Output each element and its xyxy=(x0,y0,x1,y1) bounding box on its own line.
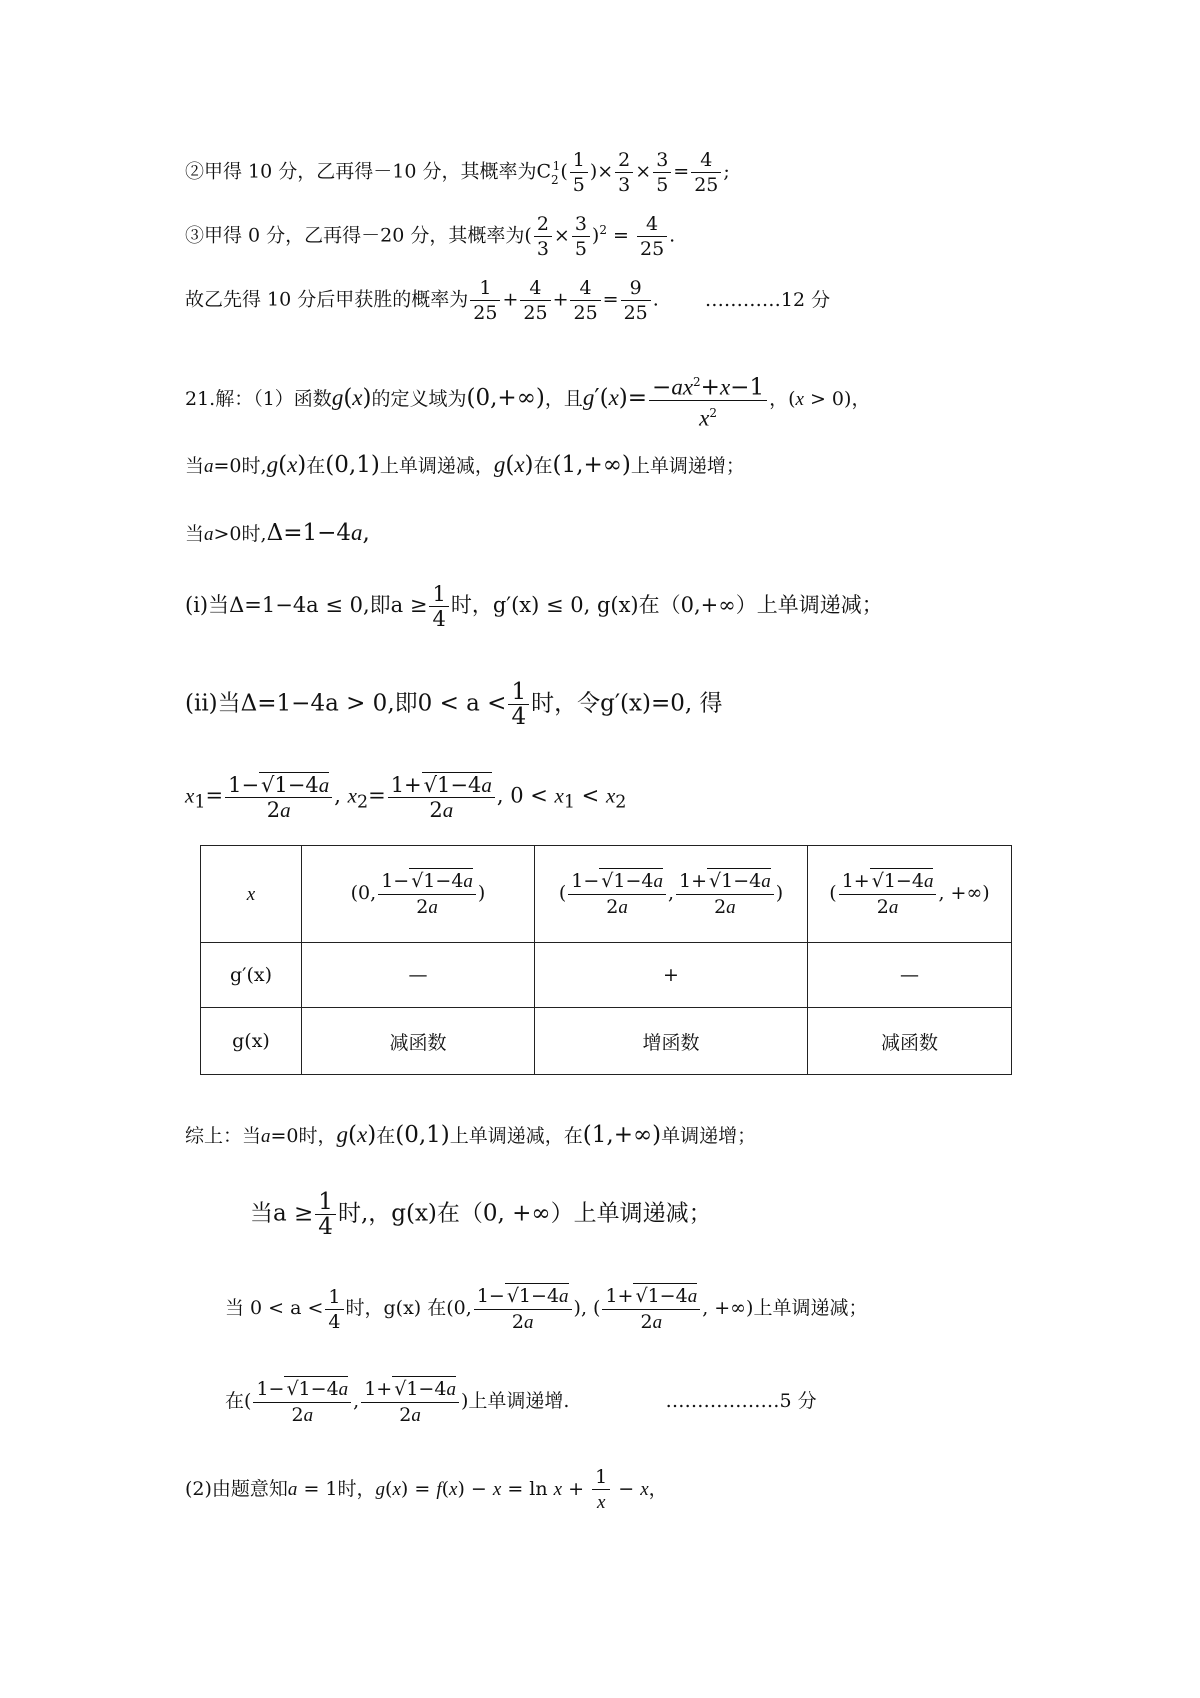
interval-3: ( $\frac{1+ √1-4a}{2a}$ , +∞) xyxy=(808,846,1012,943)
time-text: 时, xyxy=(241,455,267,477)
monotonicity-table xyxy=(200,845,1012,1075)
line-prob-3: ③甲得 0 分，乙再得－20 分，其概率为( $\frac{2}{3}$ × $\frac{3}{5}$ )$^2$ = $\frac{4}{25}$ . xyxy=(185,213,676,260)
row-function-label: g(x) xyxy=(201,1008,302,1075)
summary-3: 当 0 < a < $\frac{1}{4}$ 时，g(x) 在(0, $\frac{1- √1-4a}{2a}$ ), ( $\frac{1+ √1-4a}{2a}$ , +∞)上单调递减； xyxy=(225,1285,868,1333)
function-trend-1: 减函数 xyxy=(302,1008,535,1075)
line-case-ii: (ii)当Δ=1−4a > 0,即0 < a < $\frac{1}{4}$ 时，令g′(x)=0, 得 xyxy=(185,679,723,730)
line-case-i: (i)当Δ=1−4a ≤ 0,即a ≥ $\frac{1}{4}$ 时，g′(x) ≤ 0, g(x)在（0,+∞）上单调递减； xyxy=(185,582,883,631)
line-a-zero: 当a=0时,g(x)在(0,1)上单调递减，g(x)在(1,+∞)上单调递增； xyxy=(185,452,745,478)
summary-3-text: 当 0 < a < xyxy=(225,1297,324,1319)
line-prob-2: ②甲得 10 分，乙再得－10 分，其概率为$C_2^1$( $\frac{1}{5}$ )× $\frac{2}{3}$ × $\frac{3}{5}$ = $\frac{4}{25}$ ; xyxy=(185,149,730,196)
score-mark-5: ………………5 分 xyxy=(665,1390,817,1412)
summary-4: 在( $\frac{1- √1-4a}{2a}$ , $\frac{1+ √1-4a}{2a}$ )上单调递增. ………………5 分 xyxy=(225,1378,817,1426)
header-x: x xyxy=(201,846,302,943)
function-trend-3: 减函数 xyxy=(808,1008,1012,1075)
case-i-tail: 时，g′(x) ≤ 0, g(x)在（0,+∞）上单调递减； xyxy=(450,593,883,617)
line-a-pos: 当a>0时,Δ=1−4a, xyxy=(185,520,370,546)
score-mark-12: …………12 分 xyxy=(704,288,831,311)
and-text: ，且 xyxy=(544,388,583,411)
summary-label: 综上：当 xyxy=(185,1125,262,1147)
case-ii-text: (ii)当Δ=1−4a > 0,即0 < a < xyxy=(185,690,507,717)
when-text-2: 当 xyxy=(185,523,205,545)
line-prob-2-text: ②甲得 10 分，乙再得－10 分，其概率为 xyxy=(185,160,537,183)
summary-3-tail: 上单调递减； xyxy=(753,1297,868,1319)
summary-1: 综上：当a=0时，g(x)在(0,1)上单调递减，在(1,+∞)单调递增； xyxy=(185,1122,757,1148)
q21-label: 21.解：（1）函数 xyxy=(185,388,332,411)
case-ii-tail: 时，令g′(x)=0, 得 xyxy=(531,690,723,717)
line-prob-3-text: ③甲得 0 分，乙再得－20 分，其概率为 xyxy=(185,224,525,247)
summary-3-mid: 时，g(x) 在 xyxy=(345,1297,447,1319)
summary-2-text: 当a ≥ xyxy=(250,1200,314,1227)
decr-text: 上单调递减， xyxy=(379,455,494,477)
part-2-text: (2)由题意知 xyxy=(185,1478,288,1500)
part-2: (2)由题意知a = 1时，g(x) = f(x) − x = ln x + $\frac{1}{x}$ − x， xyxy=(185,1466,668,1513)
when-text: 当 xyxy=(185,455,205,477)
interval-2: ( $\frac{1- √1-4a}{2a}$ , $\frac{1+ √1-4a}{2a}$ ) xyxy=(535,846,808,943)
function-trend-2: 增函数 xyxy=(535,1008,808,1075)
incr-text: 上单调递增； xyxy=(630,455,745,477)
line-21-intro: 21.解：（1）函数g(x)的定义域为(0,+∞)，且g′(x)= $\frac{-ax^2+x-1}{x^2}$ ，(x > 0)， xyxy=(185,370,870,430)
total-prob-text: 故乙先得 10 分后甲获胜的概率为 xyxy=(185,288,469,311)
summary-2-tail: 时,，g(x)在（0, +∞）上单调递减； xyxy=(337,1200,712,1227)
summary-4-text: 在 xyxy=(225,1390,245,1412)
derivative-sign-2: + xyxy=(535,943,808,1008)
part-2-time: 时， xyxy=(337,1478,376,1500)
derivative-sign-1: — xyxy=(302,943,535,1008)
line-total-prob: 故乙先得 10 分后甲获胜的概率为 $\frac{1}{25}$ + $\frac{4}{25}$ + $\frac{4}{25}$ = $\frac{9}{25}$ . …………12 分 xyxy=(185,277,831,324)
summary-4-tail: 上单调递增. xyxy=(468,1390,570,1412)
interval-1: (0, $\frac{1- √1-4a}{2a}$ ) xyxy=(302,846,535,943)
derivative-sign-3: — xyxy=(808,943,1012,1008)
time-text-2: 时, xyxy=(241,523,267,545)
line-roots: $x_1=$ $\frac{1-√1-4a}{2a}$ , $x_2=$ $\frac{1+√1-4a}{2a}$ , $0 < x_1 < x_2$ xyxy=(185,773,627,822)
domain-text: 的定义域为 xyxy=(371,388,467,411)
summary-2: 当a ≥ $\frac{1}{4}$ 时,，g(x)在（0, +∞）上单调递减； xyxy=(250,1189,712,1240)
row-derivative-label: g′(x) xyxy=(201,943,302,1008)
summary-decr: 上单调递减，在 xyxy=(449,1125,583,1147)
case-i-text: (i)当Δ=1−4a ≤ 0,即a ≥ xyxy=(185,593,428,617)
summary-incr: 单调递增； xyxy=(661,1125,757,1147)
